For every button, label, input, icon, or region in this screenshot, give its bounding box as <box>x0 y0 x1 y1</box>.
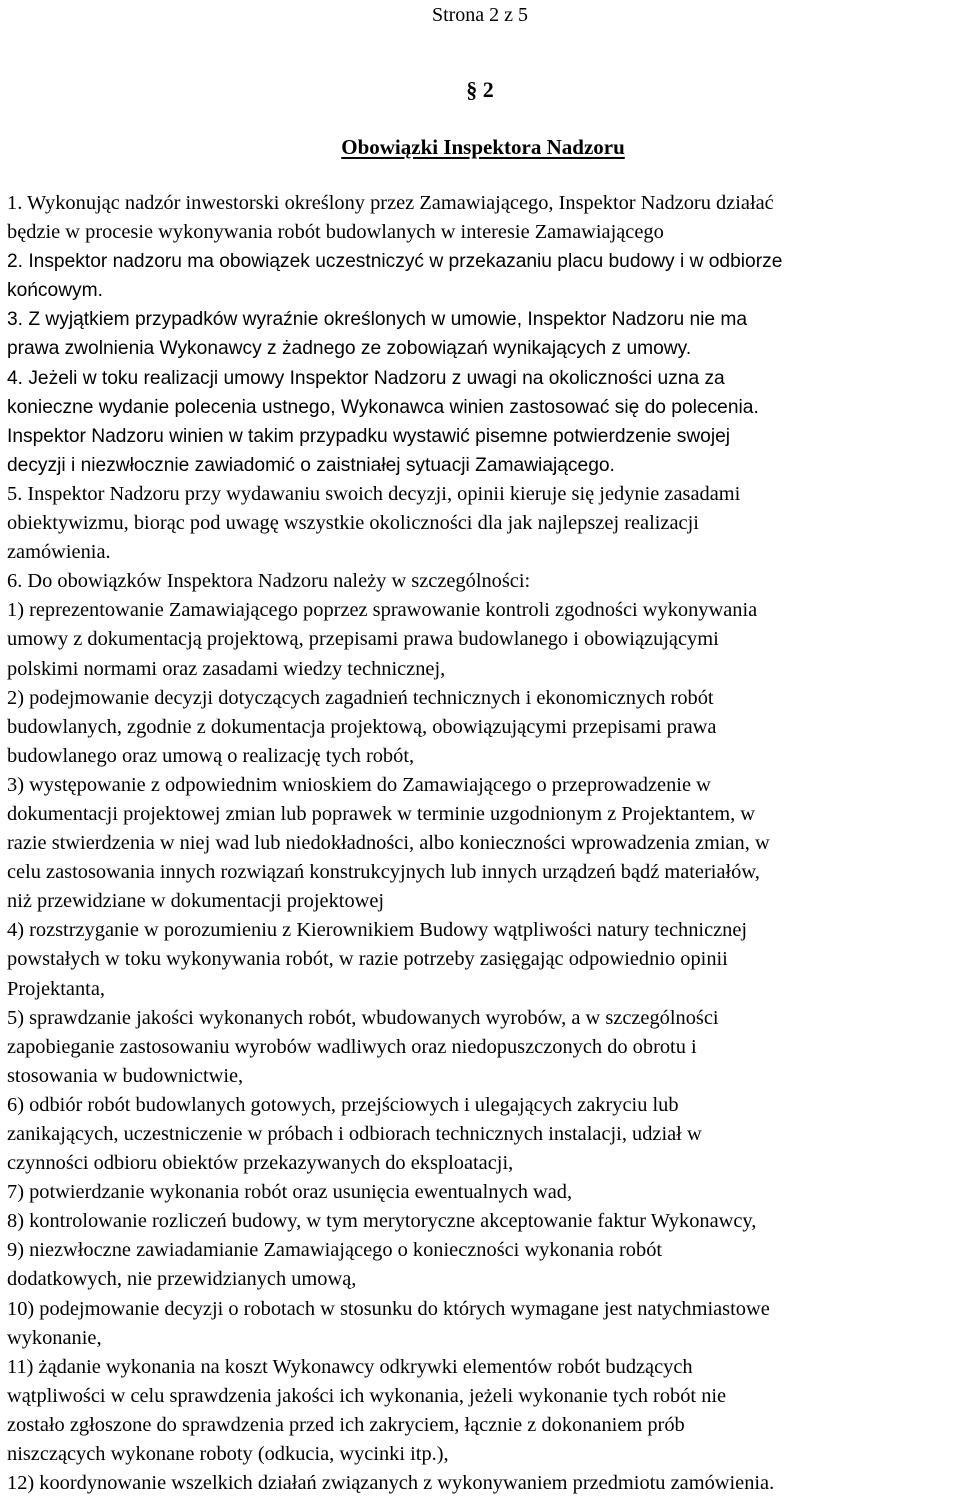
text-line: polskimi normami oraz zasadami wiedzy technicznej, <box>7 657 446 680</box>
paragraph <box>7 247 960 305</box>
text-line: 6. Do obowiązków Inspektora Nadzoru należy w szczególności: <box>7 570 531 593</box>
text-line: 4) rozstrzyganie w porozumieniu z Kierownikiem Budowy wątpliwości natury technicznej <box>7 919 748 942</box>
text-line: dokumentacji projektowej zmian lub poprawek w terminie uzgodnionym z Projektantem, w <box>7 802 756 825</box>
text-line: niż przewidziane w dokumentacji projektowej <box>7 890 385 913</box>
paragraph <box>7 567 960 1498</box>
text-line: 6) odbiór robót budowlanych gotowych, przejściowych i ulegających zakryciu lub <box>7 1093 679 1116</box>
section-number-value: 2 <box>482 77 494 102</box>
section-number <box>0 76 960 104</box>
text-line: 1. Wykonując nadzór inwestorski określony przez Zamawiającego, Inspektor Nadzoru działać <box>7 192 774 214</box>
section-number-symbol: § <box>466 77 483 102</box>
text-line: zamówienia. <box>7 541 111 564</box>
text-line: 5. Inspektor Nadzoru przy wydawaniu swoich decyzji, opinii kieruje się jedynie zasadami <box>7 482 741 505</box>
text-line: 9) niezwłoczne zawiadamianie Zamawiającego o konieczności wykonania robót <box>7 1239 663 1262</box>
text-line: celu zastosowania innych rozwiązań konstrukcyjnych lub innych urządzeń bądź materiałów, <box>7 861 760 884</box>
text-line: 11) żądanie wykonania na koszt Wykonawcy odkrywki elementów robót budzących <box>7 1355 693 1378</box>
text-line: wykonanie, <box>7 1326 102 1349</box>
section-title <box>0 133 960 161</box>
section-title-text: Obowiązki Inspektora Nadzoru <box>341 135 625 159</box>
text-line: 10) podejmowanie decyzji o robotach w stosunku do których wymagane jest natychmiastowe <box>7 1297 770 1320</box>
document-body <box>7 189 960 1498</box>
text-line: razie stwierdzenia w niej wad lub niedokładności, albo konieczności wprowadzenia zmian, w <box>7 832 770 855</box>
text-line: zostało zgłoszone do sprawdzenia przed ich zakryciem, łącznie z dokonaniem prób <box>7 1413 685 1436</box>
text-line: 2. Inspektor nadzoru ma obowiązek uczestniczyć w przekazaniu placu budowy i w odbiorze <box>7 251 783 273</box>
paragraph <box>7 480 960 567</box>
text-line: obiektywizmu, biorąc pod uwagę wszystkie okoliczności dla jak najlepszej realizacji <box>7 512 699 535</box>
text-line: czynności odbioru obiektów przekazywanych do eksploatacji, <box>7 1152 514 1175</box>
text-line: 3) występowanie z odpowiednim wnioskiem do Zamawiającego o przeprowadzenie w <box>7 773 711 796</box>
paragraph <box>7 305 960 363</box>
text-line: wątpliwości w celu sprawdzenia jakości ich wykonania, jeżeli wykonanie tych robót nie <box>7 1384 727 1407</box>
text-line: 5) sprawdzanie jakości wykonanych robót, wbudowanych wyrobów, a w szczególności <box>7 1006 719 1029</box>
text-line: umowy z dokumentacją projektową, przepisami prawa budowlanego i obowiązującymi <box>7 628 719 651</box>
page-header <box>0 2 960 28</box>
page-number-label: Strona 2 z 5 <box>431 4 529 26</box>
text-line: konieczne wydanie polecenia ustnego, Wykonawca winien zastosować się do polecenia. <box>7 396 759 418</box>
paragraph <box>7 364 960 480</box>
text-line: 2) podejmowanie decyzji dotyczących zagadnień technicznych i ekonomicznych robót <box>7 686 714 709</box>
text-line: powstałych w toku wykonywania robót, w razie potrzeby zasięgając odpowiednio opinii <box>7 948 728 971</box>
text-line: 12) koordynowanie wszelkich działań związanych z wykonywaniem przedmiotu zamówienia. <box>7 1472 775 1495</box>
text-line: prawa zwolnienia Wykonawcy z żadnego ze zobowiązań wynikających z umowy. <box>7 338 692 360</box>
text-line: budowlanych, zgodnie z dokumentacja projektową, obowiązującymi przepisami prawa <box>7 715 717 738</box>
text-line: 3. Z wyjątkiem przypadków wyraźnie określonych w umowie, Inspektor Nadzoru nie ma <box>7 309 748 331</box>
paragraph <box>7 189 960 247</box>
text-line: zapobieganie zastosowaniu wyrobów wadliwych oraz niedopuszczonych do obrotu i <box>7 1035 697 1058</box>
text-line: zanikających, uczestniczenie w próbach i odbiorach technicznych instalacji, udział w <box>7 1123 702 1145</box>
text-line: będzie w procesie wykonywania robót budowlanych w interesie Zamawiającego <box>7 221 664 244</box>
text-line: 8) kontrolowanie rozliczeń budowy, w tym merytoryczne akceptowanie faktur Wykonawcy, <box>7 1210 757 1233</box>
text-line: stosowania w budownictwie, <box>7 1064 244 1087</box>
text-line: Inspektor Nadzoru winien w takim przypadku wystawić pisemne potwierdzenie swojej <box>7 425 731 447</box>
text-line: decyzji i niezwłocznie zawiadomić o zaistniałej sytuacji Zamawiającego. <box>7 454 615 476</box>
text-line: końcowym. <box>7 280 103 302</box>
text-line: niszczących wykonane roboty (odkucia, wycinki itp.), <box>7 1443 449 1466</box>
text-line: dodatkowych, nie przewidzianych umową, <box>7 1268 357 1291</box>
text-line: Projektanta, <box>7 977 105 1000</box>
text-line: 7) potwierdzanie wykonania robót oraz usunięcia ewentualnych wad, <box>7 1181 573 1204</box>
text-line: 1) reprezentowanie Zamawiającego poprzez sprawowanie kontroli zgodności wykonywania <box>7 599 758 622</box>
text-line: budowlanego oraz umową o realizację tych robót, <box>7 744 415 767</box>
text-line: 4. Jeżeli w toku realizacji umowy Inspektor Nadzoru z uwagi na okoliczności uzna za <box>7 367 725 389</box>
